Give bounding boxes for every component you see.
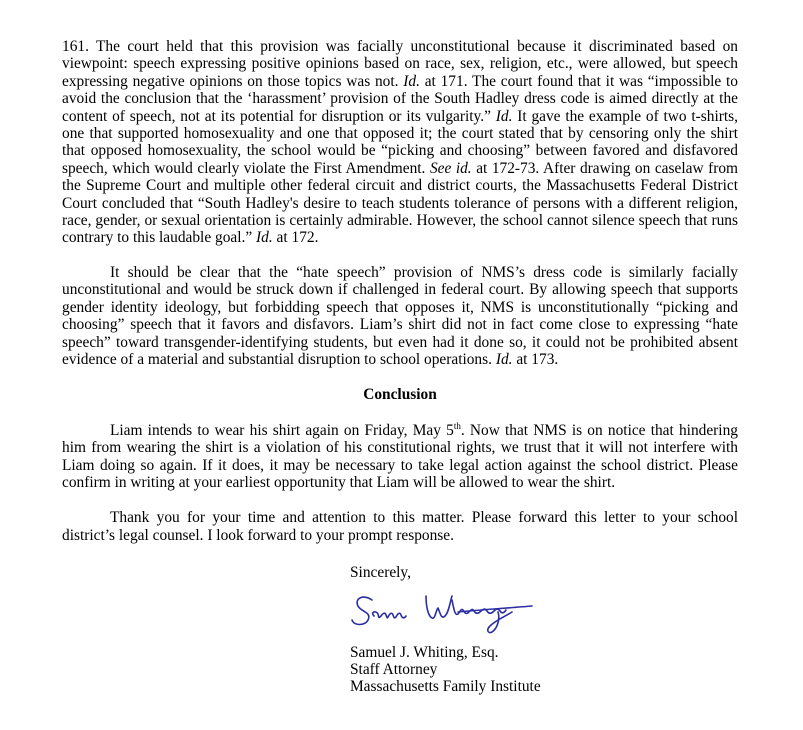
- paragraph-intent: [62, 422, 738, 492]
- paragraph-text: . Now that NMS is on notice that hindering him from wearing the shirt is a violation of his constitutional rights, we trust that it will not interfere with Liam doing so again. If it does, it may be necessary to take legal action against the school district. Please confirm in writing at your earliest opportunity that Liam will be allowed to wear the shirt.: [62, 421, 738, 491]
- citation: See id.: [429, 159, 472, 177]
- paragraph-text: It gave the example of two t-shirts, one that supported homosexuality and one that opposed it; the court stated that by censoring only the shirt that opposed homosexuality, the school would be “picking and choosing” between favored and disfavored speech, which would clearly violate the First Amendment.: [62, 107, 739, 177]
- paragraph-thanks: Thank you for your time and attention to this matter. Please forward this letter to your school district’s legal counsel. I look forward to your prompt response.: [62, 509, 738, 544]
- signature-icon: [348, 586, 548, 638]
- citation: Id.: [495, 107, 513, 125]
- paragraph-text: It should be clear that the “hate speech” provision of NMS’s dress code is similarly facially unconstitutional and would be struck down if challenged in federal court. By allowing speech that supports gender identity ideology, but forbidding speech that opposes it, NMS is unconstitutionally “picking and choosing” speech that it favors and disfavors. Liam’s shirt did not in fact come close to expressing “hate speech” toward transgender-identifying students, but even had it done so, it could not be prohibited absent evidence of a material and substantial disruption to school operations.: [62, 263, 738, 368]
- signature-block: [350, 644, 738, 696]
- closing-salutation: Sincerely,: [350, 564, 411, 582]
- letter-page: [62, 38, 738, 696]
- paragraph-court-holding: [62, 38, 738, 247]
- ordinal-superscript: th: [453, 420, 461, 431]
- signer-organization: Massachusetts Family Institute: [350, 678, 541, 696]
- paragraph-text: at 173.: [512, 350, 559, 368]
- paragraph-hate-speech: [62, 264, 738, 368]
- citation: Id.: [256, 229, 273, 247]
- paragraph-text: at 172.: [272, 229, 319, 247]
- citation: Id.: [403, 72, 420, 90]
- signer-title: Staff Attorney: [350, 660, 438, 678]
- paragraph-text: at 172-73. After drawing on caselaw from the Supreme Court and multiple other federal circuit and district courts, the Massachusetts Federal District Court concluded that “South Hadley's desire to teach students tolerance of persons with a different religion, race, gender, or sexual orientation is certainly admirable. However, the school cannot silence speech that runs contrary to this laudable goal.”: [62, 159, 739, 247]
- handwritten-signature: [348, 586, 548, 638]
- signer-name: Samuel J. Whiting, Esq.: [350, 643, 499, 661]
- paragraph-text: Liam intends to wear his shirt again on Friday, May 5: [110, 421, 454, 439]
- section-heading: Conclusion: [363, 386, 437, 404]
- paragraph-text: at 171. The court found that it was “impossible to avoid the conclusion that the ‘harassment’ provision of the South Hadley dress code is aimed directly at the content of speech, not at its potential for disruption or its vulgarity.”: [62, 72, 738, 125]
- paragraph-text: 161. The court held that this provision was facially unconstitutional because it discriminated based on viewpoint: speech expressing positive opinions based on race, sex, religion, etc., were allowed, but speech expressing negative opinions on those topics was not.: [62, 38, 738, 90]
- citation: Id.: [495, 350, 513, 368]
